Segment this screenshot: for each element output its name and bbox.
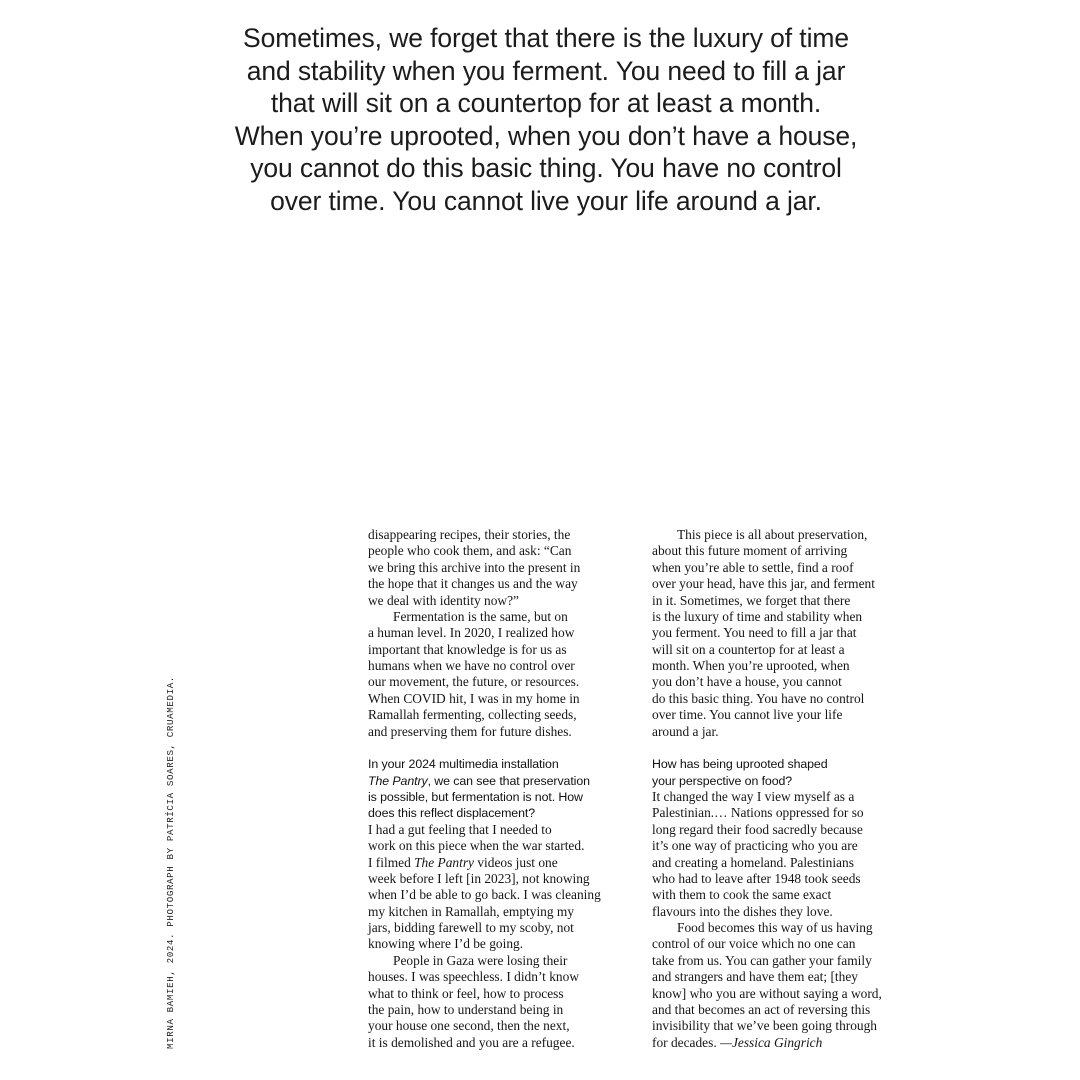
body-line: you don’t have a house, you cannot <box>652 674 842 690</box>
pull-quote-line: over time. You cannot live your life around a jar. <box>270 185 822 216</box>
body-line: invisibility that we’ve been going through <box>652 1018 877 1034</box>
body-line: work on this piece when the war started. <box>368 838 585 854</box>
body-text: for decades. <box>652 1034 721 1050</box>
pull-quote-line: When you’re uprooted, when you don’t have a house, <box>234 120 858 151</box>
body-line: and creating a homeland. Palestinians <box>652 854 854 870</box>
photo-credit: MIRNA BAMIEH, 2024. PHOTOGRAPH BY PATRÍCIA SOARES, CRUAMEDIA. <box>165 676 176 1049</box>
work-title: The Pantry <box>368 773 428 788</box>
body-line: People in Gaza were losing their <box>393 952 568 968</box>
body-line: humans when we have no control over <box>368 658 575 673</box>
pull-quote-line: Sometimes, we forget that there is the luxury of time <box>243 23 849 53</box>
text-column-left <box>368 527 636 1051</box>
body-line: over time. You cannot live your life <box>652 707 843 723</box>
body-line: a human level. In 2020, I realized how <box>368 625 575 641</box>
body-line: we bring this archive into the present in <box>368 559 581 575</box>
body-line: and that becomes an act of reversing this <box>652 1001 871 1017</box>
paragraph-gap <box>652 740 920 756</box>
body-line: in it. Sometimes, we forget that there <box>652 592 851 608</box>
interview-question: How has being uprooted shaped <box>652 757 828 772</box>
body-line: month. When you’re uprooted, when <box>652 658 850 673</box>
body-line: you ferment. You need to fill a jar that <box>652 625 857 641</box>
body-line: houses. I was speechless. I didn’t know <box>368 969 579 985</box>
body-line: the pain, how to understand being in <box>368 1001 564 1017</box>
body-line: my kitchen in Ramallah, emptying my <box>368 903 575 919</box>
body-line: take from us. You can gather your family <box>652 952 872 968</box>
body-line: Fermentation is the same, but on <box>393 608 568 624</box>
body-line: know] who you are without saying a word, <box>652 985 882 1001</box>
interview-question: your perspective on food? <box>652 773 793 788</box>
body-line: Food becomes this way of us having <box>677 920 873 935</box>
body-line: with them to cook the same exact <box>652 887 832 903</box>
body-line: it’s one way of practicing who you are <box>652 838 858 854</box>
body-line: will sit on a countertop for at least a <box>652 641 845 657</box>
interview-question: In your 2024 multimedia installation <box>368 757 559 772</box>
interview-question: is possible, but fermentation is not. How <box>368 790 583 804</box>
body-line: Palestinian.… Nations oppressed for so <box>652 805 864 821</box>
body-line: This piece is all about preservation, <box>677 527 868 542</box>
body-line: do this basic thing. You have no control <box>652 690 865 706</box>
body-line: who had to leave after 1948 took seeds <box>652 870 861 886</box>
byline: —Jessica Gingrich <box>720 1034 823 1050</box>
body-line: It changed the way I view myself as a <box>652 789 855 804</box>
body-line: we deal with identity now?” <box>368 592 519 608</box>
interview-question: does this reflect displacement? <box>368 806 536 821</box>
body-line: your house one second, then the next, <box>368 1018 570 1034</box>
body-line: jars, bidding farewell to my scoby, not <box>368 920 574 935</box>
body-line: around a jar. <box>652 723 719 739</box>
body-line: is the luxury of time and stability when <box>652 608 863 624</box>
body-line: our movement, the future, or resources. <box>368 674 580 690</box>
question-text: , we can see that preservation <box>427 773 590 788</box>
body-text: videos just one <box>474 854 558 870</box>
body-line: when I’d be able to go back. I was cleaning <box>368 887 601 903</box>
body-line: I had a gut feeling that I needed to <box>368 821 552 837</box>
body-line: people who cook them, and ask: “Can <box>368 543 572 559</box>
body-line: week before I left [in 2023], not knowing <box>368 870 590 886</box>
body-line: flavours into the dishes they love. <box>652 903 833 919</box>
body-line: Ramallah fermenting, collecting seeds, <box>368 707 577 723</box>
paragraph-gap <box>368 740 636 756</box>
interview-question <box>368 773 636 789</box>
body-line: When COVID hit, I was in my home in <box>368 690 580 706</box>
pull-quote-line: you cannot do this basic thing. You have no control <box>250 153 842 184</box>
body-line: disappearing recipes, their stories, the <box>368 527 571 542</box>
work-title: The Pantry <box>414 854 474 870</box>
body-line <box>368 855 636 871</box>
body-line: when you’re able to settle, find a roof <box>652 559 854 575</box>
body-line: and preserving them for future dishes. <box>368 723 572 739</box>
body-line: about this future moment of arriving <box>652 543 848 559</box>
body-line: the hope that it changes us and the way <box>368 576 578 592</box>
body-line: what to think or feel, how to process <box>368 985 564 1001</box>
body-line: over your head, have this jar, and ferment <box>652 576 875 592</box>
body-line: and strangers and have them eat; [they <box>652 969 858 985</box>
text-column-right <box>652 527 920 1051</box>
body-line <box>652 1035 920 1051</box>
body-line: important that knowledge is for us as <box>368 641 567 657</box>
body-line: it is demolished and you are a refugee. <box>368 1034 575 1050</box>
body-line: long regard their food sacredly because <box>652 821 863 837</box>
body-text: I filmed <box>368 854 415 870</box>
pull-quote-line: and stability when you ferment. You need to fill a jar <box>246 55 846 86</box>
pull-quote-line: that will sit on a countertop for at least a month. <box>270 88 822 119</box>
body-line: control of our voice which no one can <box>652 936 856 952</box>
pull-quote <box>196 22 896 218</box>
body-line: knowing where I’d be going. <box>368 936 524 952</box>
